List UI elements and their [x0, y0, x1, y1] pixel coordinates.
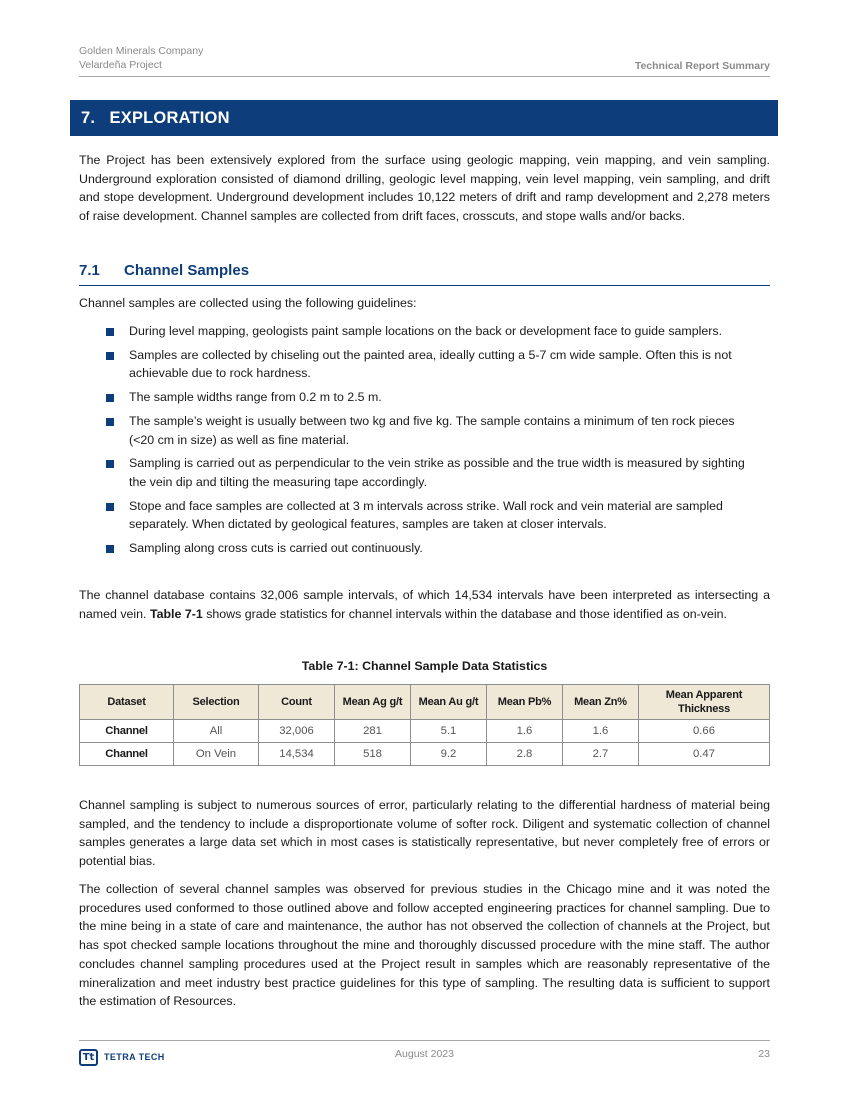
- subsection-heading: [79, 261, 770, 286]
- section-number: 7.: [81, 109, 96, 127]
- list-item: The sample widths range from 0.2 m to 2.5 m.: [106, 388, 746, 407]
- footer-logo-text: TETRA TECH: [104, 1052, 165, 1062]
- table-cell: 0.66: [639, 720, 770, 743]
- table-cell: 32,006: [259, 720, 335, 743]
- error-paragraph: Channel sampling is subject to numerous sources of error, particularly relating to the differential hardness of material being sampled, and the tendency to include a disproportionate volume of softer rock. Diligent and systematic collection of channel samples generates a large data set which in most cases is statistically representative, but never completely free of errors or potential bias.: [79, 798, 770, 869]
- database-paragraph: The channel database contains 32,006 sample intervals, of which 14,534 intervals have been interpreted as intersecting a named vein. Table 7-1 shows grade statistics for channel intervals within the database and those identified as on-vein.: [79, 588, 770, 621]
- tetra-tech-logo-icon: Tt: [79, 1049, 98, 1066]
- bullet-square-icon: [106, 460, 114, 468]
- list-item: During level mapping, geologists paint sample locations on the back or development face to guide samplers.: [106, 322, 746, 341]
- list-item: The sample’s weight is usually between two kg and five kg. The sample contains a minimum of ten rock pieces (<20 cm in size) as well as fine material.: [106, 412, 746, 449]
- guidelines-intro: Channel samples are collected using the following guidelines:: [79, 296, 417, 310]
- list-item: Samples are collected by chiseling out the painted area, ideally cutting a 5-7 cm wide sample. Often this is not achievable due to rock hardness.: [106, 346, 746, 383]
- column-header: Dataset: [80, 685, 174, 720]
- table-cell: All: [174, 720, 259, 743]
- column-header: Count: [259, 685, 335, 720]
- bullet-square-icon: [106, 328, 114, 336]
- column-header: Mean Apparent Thickness: [639, 685, 770, 720]
- bullet-square-icon: [106, 545, 114, 553]
- column-header: Mean Pb%: [487, 685, 563, 720]
- table-row: [80, 720, 770, 743]
- footer-date: August 2023: [395, 1048, 454, 1060]
- header-report-type: Technical Report Summary: [634, 60, 770, 72]
- list-item: Sampling along cross cuts is carried out continuously.: [106, 539, 746, 558]
- table-cell: 281: [335, 720, 411, 743]
- page-header: [79, 44, 770, 77]
- subsection-title: Channel Samples: [124, 262, 250, 279]
- table-caption: Table 7-1: Channel Sample Data Statistics: [301, 659, 548, 673]
- table-cell: On Vein: [174, 743, 259, 766]
- column-header: Mean Au g/t: [411, 685, 487, 720]
- table-cell: Channel: [80, 743, 174, 766]
- bullet-square-icon: [106, 394, 114, 402]
- section-title: EXPLORATION: [109, 109, 230, 127]
- table-row: [80, 743, 770, 766]
- table-cell: 9.2: [411, 743, 487, 766]
- table-reference: Table 7-1: [149, 606, 203, 621]
- bullet-square-icon: [106, 352, 114, 360]
- column-header: Mean Ag g/t: [335, 685, 411, 720]
- column-header: Mean Zn%: [563, 685, 639, 720]
- section-heading: [81, 109, 230, 128]
- table-cell: 0.47: [639, 743, 770, 766]
- table-cell: 518: [335, 743, 411, 766]
- header-company: Golden Minerals Company: [79, 45, 204, 57]
- table-cell: 1.6: [487, 720, 563, 743]
- table-cell: 2.8: [487, 743, 563, 766]
- section-banner: [70, 100, 778, 136]
- page-footer: [79, 1040, 770, 1071]
- table-cell: 14,534: [259, 743, 335, 766]
- header-project: Velardeña Project: [79, 59, 162, 71]
- table-cell: 2.7: [563, 743, 639, 766]
- page-number: 23: [758, 1048, 770, 1060]
- channel-stats-table: [79, 684, 770, 766]
- bullet-square-icon: [106, 418, 114, 426]
- intro-paragraph: The Project has been extensively explored from the surface using geologic mapping, vein mapping, and vein sampling. Underground exploration consisted of diamond drilling, geologic level mapping, vein level mapping, vein sampling, and drift and stope development. Underground development includes 10,122 meters of drift and ramp development and 2,278 meters of raise development. Channel samples are collected from drift faces, crosscuts, and stope walls and/or backs.: [79, 153, 770, 224]
- table-header-row: [80, 685, 770, 720]
- table-cell: 5.1: [411, 720, 487, 743]
- list-item: Sampling is carried out as perpendicular to the vein strike as possible and the true width is measured by sighting the vein dip and tilting the measuring tape accordingly.: [106, 454, 746, 491]
- observation-paragraph: The collection of several channel samples was observed for previous studies in the Chicago mine and it was noted the procedures used conformed to those outlined above and follow accepted engineering practices for channel sampling. Due to the mine being in a state of care and maintenance, the author has not observed the collection of channels at the Project, but has spot checked sample locations throughout the mine and thoroughly discussed procedure with the mine staff. The author concludes channel sampling procedures used at the Project result in samples which are reasonably representative of the mineralization and meet industry best practice guidelines for this type of sampling. The resulting data is sufficient to support the estimation of Resources.: [79, 882, 770, 1009]
- subsection-number: 7.1: [79, 262, 100, 279]
- guidelines-list: [106, 322, 746, 563]
- table-cell: Channel: [80, 720, 174, 743]
- list-item: Stope and face samples are collected at 3 m intervals across strike. Wall rock and vein material are sampled separately. When dictated by geological features, samples are taken at closer intervals.: [106, 497, 746, 534]
- bullet-square-icon: [106, 503, 114, 511]
- column-header: Selection: [174, 685, 259, 720]
- table-cell: 1.6: [563, 720, 639, 743]
